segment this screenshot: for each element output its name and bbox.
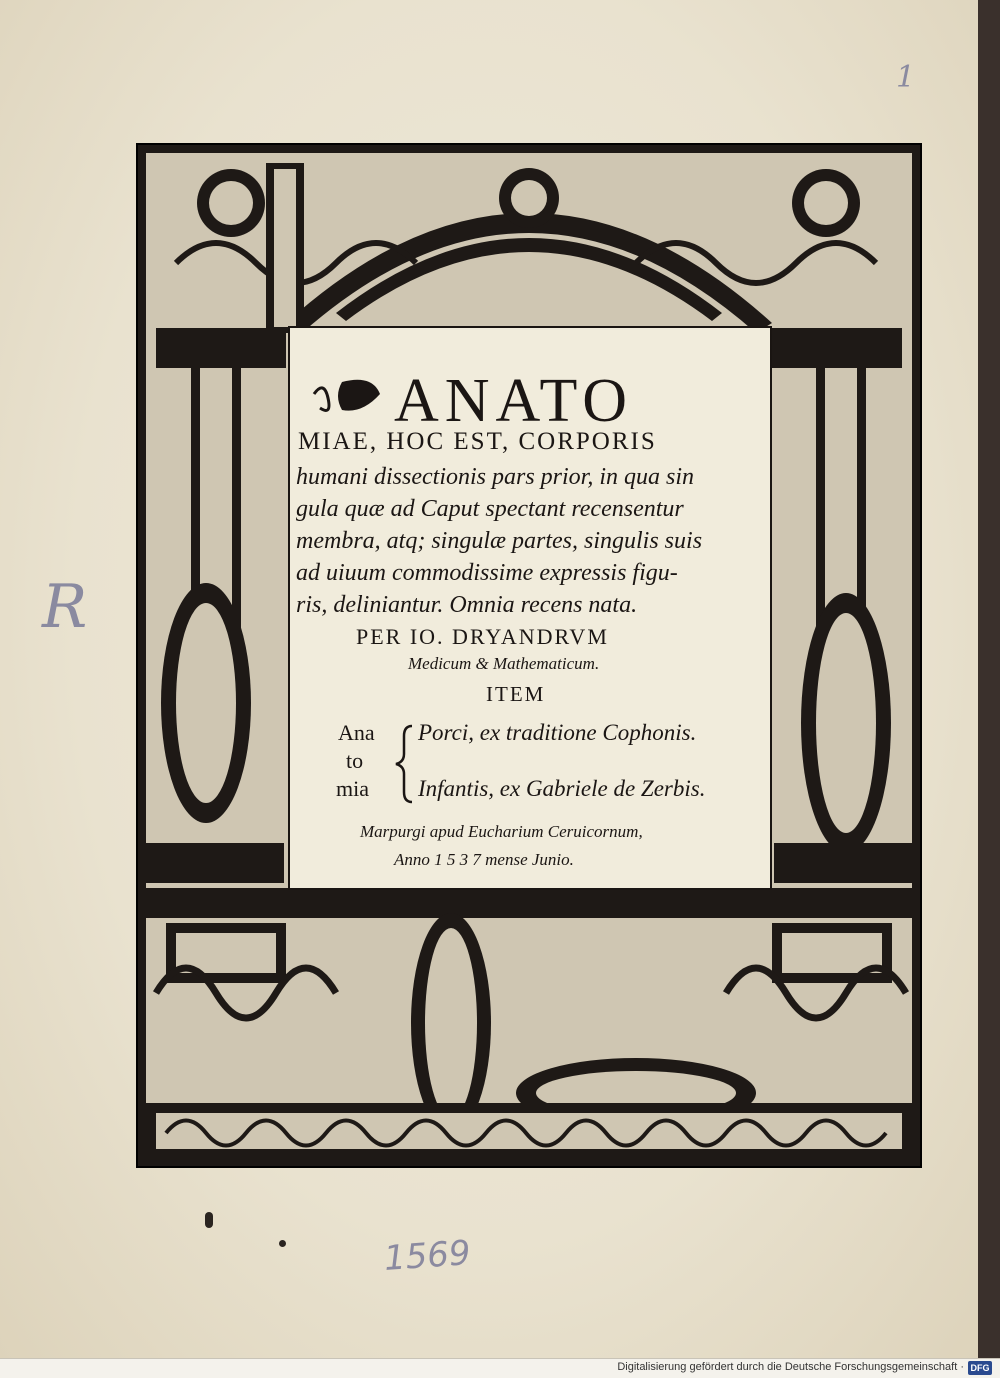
anatomia-part-2: to (346, 748, 364, 773)
footer-text: Digitalisierung gefördert durch die Deutsche Forschungsgemeinschaft · (617, 1361, 964, 1373)
title-textbox (288, 326, 772, 890)
item-heading: ITEM (486, 682, 546, 706)
ink-dot (279, 1240, 286, 1247)
sub-item-infantis: Infantis, ex Gabriele de Zerbis. (418, 776, 706, 801)
imprint-line-1: Marpurgi apud Eucharium Ceruicornum, (360, 822, 643, 841)
manuscript-letter: R (42, 572, 88, 642)
author-line: PER IO. DRYANDRVM (356, 624, 609, 649)
leaf-ornament-icon (312, 372, 384, 418)
footer-bar (0, 1358, 1000, 1378)
anatomia-part-1: Ana (338, 720, 375, 745)
title-line-2: MIAE, HOC EST, CORPORIS (298, 428, 657, 455)
anatomia-part-3: mia (336, 776, 369, 801)
book-edge (978, 0, 1000, 1358)
imprint-line-2: Anno 1 5 3 7 mense Junio. (394, 850, 574, 869)
author-subtitle: Medicum & Mathematicum. (408, 654, 600, 673)
ink-dot (205, 1212, 213, 1228)
body-line-1: humani dissectionis pars prior, in qua sin (296, 464, 695, 490)
folio-number: 1 (896, 60, 916, 95)
body-line-2: gula quæ ad Caput spectant recensentur (296, 496, 684, 522)
title-line-1: ANATO (394, 367, 633, 435)
body-line-3: membra, atq; singulæ partes, singulis suis (296, 528, 703, 554)
shelf-number: 1569 (382, 1233, 472, 1279)
dfg-logo-icon[interactable]: DFG (968, 1361, 992, 1375)
body-line-5: ris, deliniantur. Omnia recens nata. (296, 592, 638, 618)
body-line-4: ad uiuum commodissime expressis figu- (296, 560, 678, 586)
sub-item-porci: Porci, ex traditione Cophonis. (418, 720, 697, 745)
curly-brace-icon (394, 724, 416, 804)
